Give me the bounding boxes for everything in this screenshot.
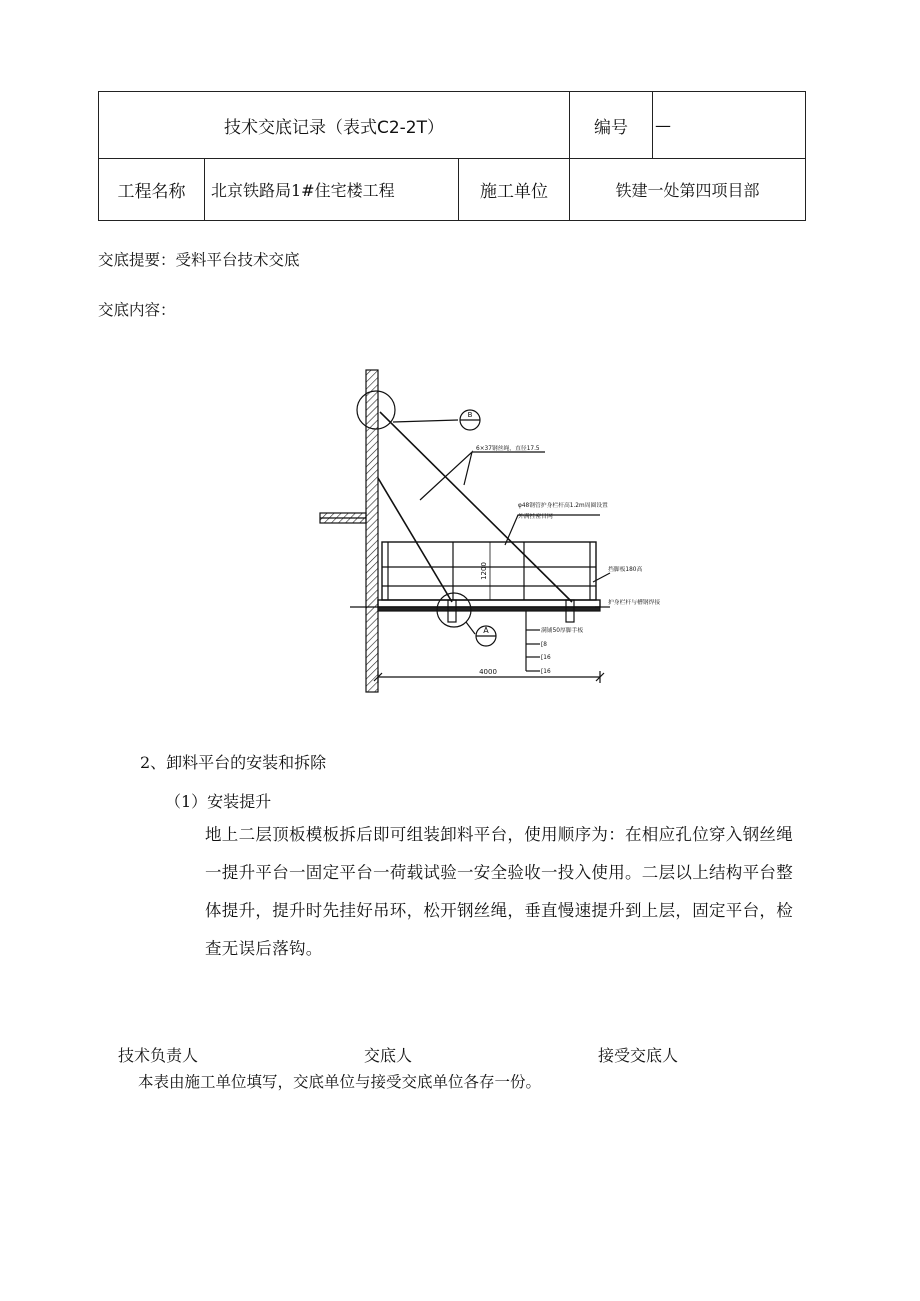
height-dimension: 1200	[480, 562, 488, 580]
construction-unit-value: 铁建一处第四项目部	[570, 159, 806, 221]
beam-label-1: [8	[541, 642, 547, 648]
plank-note: 满铺50厚脚手板	[541, 628, 584, 634]
rail-note-2: 外满挂密目网	[518, 514, 553, 520]
disclosure-content-label: 交底内容：	[98, 301, 176, 319]
number-value: —	[653, 92, 806, 159]
header-table	[98, 91, 806, 221]
section-heading: 2、卸料平台的安装和拆除	[140, 753, 327, 772]
footer-note: 本表由施工单位填写，交底单位与接受交底单位各存一份。	[138, 1073, 542, 1091]
callout-a-label: A	[483, 626, 489, 635]
width-dimension: 4000	[479, 668, 497, 676]
number-label: 编号	[570, 92, 653, 159]
section-subheading: （1）安装提升	[165, 792, 272, 811]
tech-lead-signature-label: 技术负责人	[118, 1046, 199, 1065]
paragraph-line: 一提升平台一固定平台一荷载试验一安全验收一投入使用。二层以上结构平台整	[205, 863, 793, 882]
platform-diagram	[310, 360, 661, 700]
paragraph-line: 体提升，提升时先挂好吊环，松开钢丝绳，垂直慢速提升到上层，固定平台，检	[205, 901, 793, 920]
beam-label-3: [16	[541, 669, 551, 675]
receiver-signature-label: 接受交底人	[598, 1046, 679, 1065]
disclosure-summary: 交底提要：受料平台技术交底	[98, 251, 300, 269]
beam-label-2: [16	[541, 655, 551, 661]
wire-note: 6×37钢丝绳，直径17.5	[476, 446, 540, 452]
building-wall	[366, 370, 378, 692]
discloser-signature-label: 交底人	[364, 1046, 413, 1065]
weld-note: 护身栏杆与槽钢焊接	[608, 600, 661, 606]
rail-note-1: φ48钢管护身栏杆高1.2m周圈设置	[518, 503, 608, 509]
platform-deck	[378, 600, 600, 607]
callout-b-label: B	[467, 411, 473, 419]
guard-railing	[382, 542, 596, 600]
steel-wire-inner	[378, 478, 452, 602]
paragraph-line: 查无误后落钩。	[205, 939, 323, 958]
project-name-label: 工程名称	[99, 159, 205, 221]
form-title: 技术交底记录（表式C2-2T）	[99, 92, 570, 159]
installation-paragraph	[205, 816, 805, 968]
project-name-value: 北京铁路局1#住宅楼工程	[205, 159, 459, 221]
construction-unit-label: 施工单位	[459, 159, 570, 221]
toe-board-note: 挡脚板180高	[608, 567, 643, 573]
paragraph-line: 地上二层顶板模板拆后即可组装卸料平台，使用顺序为：在相应孔位穿入钢丝绳	[205, 825, 793, 844]
